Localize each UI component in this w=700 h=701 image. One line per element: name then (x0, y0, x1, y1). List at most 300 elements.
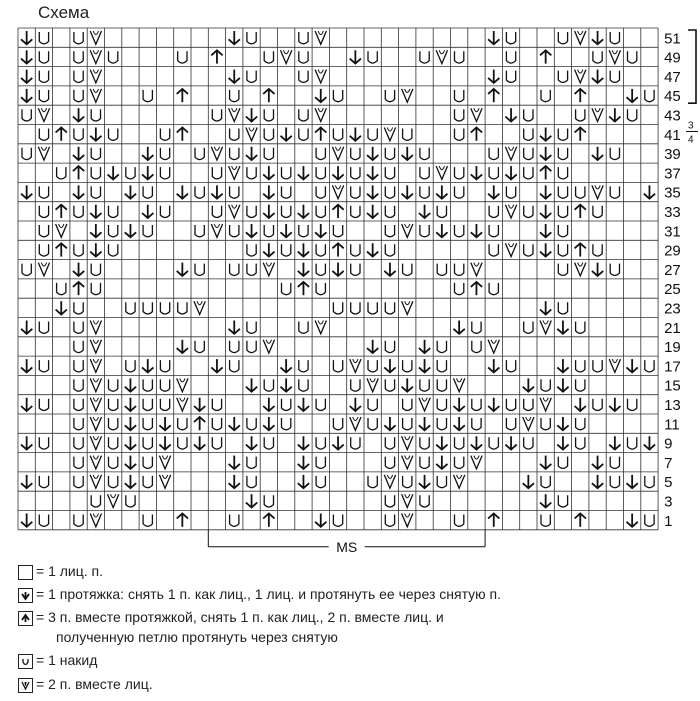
k2tog-cell (90, 398, 101, 411)
yarn-over-cell-loop (385, 457, 394, 469)
yarn-over-cell (74, 399, 83, 411)
k2tog-cell-curl (474, 108, 479, 112)
yarn-over-cell-loop (299, 360, 308, 372)
yarn-over-cell (178, 437, 187, 449)
yarn-over-cell (74, 515, 83, 527)
decrease-cell (21, 398, 32, 411)
k2tog-cell (367, 378, 378, 391)
yarn-over-cell-loop (506, 360, 515, 372)
yarn-over-cell-loop (316, 457, 325, 469)
k2tog-cell (315, 31, 326, 44)
decrease-cell (246, 378, 257, 391)
yarn-over-cell-loop (74, 379, 83, 391)
legend-item (18, 654, 97, 670)
k2tog-cell-v (402, 224, 413, 237)
k2tog-cell-v (454, 378, 465, 391)
decrease-cell (194, 436, 205, 449)
yarn-over-cell (437, 264, 446, 276)
yarn-over-cell (143, 457, 152, 469)
yarn-over-cell (472, 322, 481, 334)
yarn-over-cell-loop (212, 206, 221, 218)
k2tog-cell (575, 31, 586, 44)
yarn-over-cell (143, 437, 152, 449)
yarn-over-cell (109, 418, 118, 430)
yarn-over-cell-loop (39, 244, 48, 256)
yarn-over-cell (420, 495, 429, 507)
yarn-over-cell-loop (230, 515, 239, 527)
yarn-over-cell-loop (247, 457, 256, 469)
yarn-over-cell-loop (230, 129, 239, 141)
k2tog-cell-v (90, 417, 101, 430)
row-number: 51 (664, 30, 681, 48)
decrease-cell (454, 321, 465, 334)
yarn-over-cell-loop (489, 225, 498, 237)
decrease-cell (125, 398, 136, 411)
decrease-cell (592, 475, 603, 488)
decrease-cell (332, 263, 343, 276)
decrease-cell (21, 89, 32, 102)
yarn-over-cell (333, 360, 342, 372)
yarn-over-cell-loop (558, 206, 567, 218)
yarn-over-cell (74, 244, 83, 256)
yarn-over-cell-loop (558, 244, 567, 256)
k2tog-cell-curl (266, 263, 271, 267)
yarn-over-cell-loop (282, 206, 291, 218)
decrease-cell (436, 224, 447, 237)
decrease-cell (298, 166, 309, 179)
decrease-cell (419, 205, 430, 218)
yarn-over-cell-loop (74, 476, 83, 488)
yarn-over-cell-loop (489, 206, 498, 218)
k2tog-cell (402, 514, 413, 527)
decrease-cell (419, 475, 430, 488)
yarn-over-cell (247, 418, 256, 430)
yarn-over-cell-loop (524, 206, 533, 218)
yarn-over-cell-loop (230, 90, 239, 102)
yarn-over-cell (524, 437, 533, 449)
yarn-over-cell-loop (472, 341, 481, 353)
k2tog-cell-curl (405, 224, 410, 228)
decrease-cell (125, 436, 136, 449)
double-decrease-cell (575, 205, 586, 218)
row-number: 5 (664, 474, 673, 492)
k2tog-cell (471, 108, 482, 121)
yarn-over-cell-loop (109, 225, 118, 237)
yarn-over-cell (403, 476, 412, 488)
yarn-over-cell-loop (593, 399, 602, 411)
yarn-over-cell-loop (333, 225, 342, 237)
yarn-over-cell (143, 186, 152, 198)
k2tog-cell-v (523, 417, 534, 430)
yarn-over-cell-loop (385, 90, 394, 102)
yarn-over-cell (368, 399, 377, 411)
yarn-over-cell-loop (126, 167, 135, 179)
decrease-cell (177, 340, 188, 353)
yarn-over-cell-loop (264, 495, 273, 507)
k2tog-cell-v (90, 31, 101, 44)
row-number: 17 (664, 358, 681, 376)
yarn-over-cell (195, 148, 204, 160)
yarn-over-cell (230, 225, 239, 237)
yarn-over-cell-loop (385, 515, 394, 527)
k2tog-cell-curl (526, 417, 531, 421)
yarn-over-cell (195, 225, 204, 237)
yarn-over-cell (91, 283, 100, 295)
yarn-over-cell-loop (558, 186, 567, 198)
yarn-over-cell-loop (282, 399, 291, 411)
yarn-over-cell-loop (524, 167, 533, 179)
decrease-cell (298, 475, 309, 488)
k2tog-cell-v (592, 185, 603, 198)
yarn-over-cell (282, 244, 291, 256)
yarn-over-cell (506, 51, 515, 63)
yarn-over-cell (109, 399, 118, 411)
yarn-over-cell-loop (160, 399, 169, 411)
yarn-over-cell (489, 244, 498, 256)
yarn-over-cell-loop (22, 109, 31, 121)
k2tog-cell-curl (474, 456, 479, 460)
yarn-over-cell (299, 32, 308, 44)
k2tog-cell-v (471, 108, 482, 121)
yarn-over-cell (455, 167, 464, 179)
repeat-bracket (688, 30, 696, 103)
k2tog-cell-curl (612, 50, 617, 54)
yarn-over-cell (299, 109, 308, 121)
yarn-over-cell (524, 206, 533, 218)
k2tog-cell-v (108, 494, 119, 507)
yarn-over-cell-loop (91, 148, 100, 160)
yarn-over-cell-loop (610, 264, 619, 276)
yarn-over-cell (437, 418, 446, 430)
yarn-over-cell (230, 341, 239, 353)
decrease-cell (73, 185, 84, 198)
decrease-cell (557, 436, 568, 449)
decrease-cell (557, 378, 568, 391)
decrease-cell (557, 359, 568, 372)
k2tog-cell-curl (405, 89, 410, 93)
decrease-cell (505, 108, 516, 121)
yarn-over-cell (22, 264, 31, 276)
yarn-over-cell (524, 148, 533, 160)
yarn-over-cell (455, 186, 464, 198)
k2tog-cell (436, 166, 447, 179)
yarn-over-cell (558, 225, 567, 237)
yarn-over-cell (628, 437, 637, 449)
decrease-cell (125, 475, 136, 488)
k2tog-cell-v (540, 321, 551, 334)
yarn-over-cell (610, 186, 619, 198)
decrease-cell (281, 128, 292, 141)
yarn-over-cell (282, 206, 291, 218)
decrease-cell (298, 263, 309, 276)
yarn-over-cell (247, 476, 256, 488)
yarn-over-cell (109, 379, 118, 391)
yarn-over-cell (109, 225, 118, 237)
yarn-over-cell-loop (91, 495, 100, 507)
yarn-over-cell (74, 302, 83, 314)
double-decrease-cell (211, 50, 222, 63)
yarn-over-cell (576, 186, 585, 198)
yarn-over-cell-loop (541, 418, 550, 430)
decrease-cell (454, 398, 465, 411)
k2tog-cell-v (315, 70, 326, 83)
decrease-cell (263, 398, 274, 411)
double-decrease-cell (73, 166, 84, 179)
yarn-over-cell (264, 109, 273, 121)
yarn-over-cell (247, 167, 256, 179)
k2tog-cell-v (332, 185, 343, 198)
decrease-cell (350, 128, 361, 141)
k2tog-cell-curl (474, 263, 479, 267)
yarn-over-cell-loop (489, 283, 498, 295)
k2tog-cell (90, 89, 101, 102)
yarn-over-cell (264, 51, 273, 63)
k2tog-cell (575, 263, 586, 276)
yarn-over-cell (645, 360, 654, 372)
k2tog-cell-curl (405, 301, 410, 305)
yarn-over-cell (645, 476, 654, 488)
yarn-over-cell-loop (39, 129, 48, 141)
decrease-cell (332, 436, 343, 449)
decrease-cell (21, 436, 32, 449)
yarn-over-cell-loop (385, 379, 394, 391)
double-decrease-cell (263, 89, 274, 102)
k2tog-cell (90, 475, 101, 488)
double-decrease-cell (575, 243, 586, 256)
k2tog-cell (471, 263, 482, 276)
decrease-cell (488, 31, 499, 44)
yarn-over-cell (247, 322, 256, 334)
yarn-over-cell (351, 244, 360, 256)
k2tog-cell-curl (197, 301, 202, 305)
yarn-over-cell-loop (160, 302, 169, 314)
yarn-over-cell-loop (74, 457, 83, 469)
yarn-over-cell (593, 51, 602, 63)
k2tog-cell-curl (93, 359, 98, 363)
yarn-over-cell (109, 129, 118, 141)
yarn-over-cell-loop (437, 360, 446, 372)
yarn-over-cell (126, 167, 135, 179)
yarn-over-cell (195, 341, 204, 353)
k2tog-cell (159, 475, 170, 488)
decrease-cell (73, 263, 84, 276)
decrease-cell (454, 417, 465, 430)
yarn-over-cell-loop (39, 206, 48, 218)
yarn-over-cell-loop (39, 32, 48, 44)
yarn-over-cell-loop (143, 399, 152, 411)
yarn-over-cell (385, 341, 394, 353)
yarn-over-cell (506, 360, 515, 372)
yarn-over-cell (472, 418, 481, 430)
k2tog-cell-curl (439, 50, 444, 54)
yarn-over-cell (39, 515, 48, 527)
side-note-top: 3 (688, 120, 694, 132)
yarn-over-cell-loop (541, 515, 550, 527)
k2tog-cell (38, 147, 49, 160)
yarn-over-cell (385, 515, 394, 527)
yarn-over-cell (333, 225, 342, 237)
decrease-cell (540, 128, 551, 141)
decrease-cell (125, 185, 136, 198)
k2tog-cell-v (90, 89, 101, 102)
k2tog-cell-curl (439, 166, 444, 170)
decrease-cell (471, 166, 482, 179)
decrease-cell (21, 475, 32, 488)
k2tog-cell-curl (93, 89, 98, 93)
yarn-over-cell (351, 148, 360, 160)
k2tog-cell (471, 456, 482, 469)
yarn-over-cell (74, 360, 83, 372)
yarn-over-cell (333, 515, 342, 527)
yarn-over-cell-loop (160, 360, 169, 372)
row-number: 1 (664, 512, 673, 530)
yarn-over-cell (39, 437, 48, 449)
yarn-over-cell-loop (455, 109, 464, 121)
yarn-over-cell (593, 399, 602, 411)
yarn-over-cell (74, 322, 83, 334)
yarn-over-cell-loop (230, 360, 239, 372)
legend-text: = 2 п. вместе лиц. (36, 676, 153, 692)
k2tog-cell-curl (318, 321, 323, 325)
yarn-over-cell-loop (472, 399, 481, 411)
decrease-cell (488, 185, 499, 198)
yarn-over-cell-loop (126, 302, 135, 314)
decrease-cell (609, 436, 620, 449)
yarn-over-cell-loop (610, 32, 619, 44)
chart-grid (18, 28, 658, 530)
yarn-over-cell (610, 32, 619, 44)
yarn-over-cell (109, 51, 118, 63)
yarn-over-cell-loop (109, 129, 118, 141)
legend-text: = 1 лиц. п. (36, 563, 103, 579)
yarn-over-cell-loop (316, 437, 325, 449)
yarn-over-cell-loop (39, 515, 48, 527)
k2tog-cell-v (436, 166, 447, 179)
k2tog-cell-v (471, 263, 482, 276)
k2tog-cell (229, 205, 240, 218)
k2tog-cell (90, 70, 101, 83)
row-number: 11 (664, 416, 680, 434)
yarn-over-cell-loop (351, 437, 360, 449)
yarn-over-cell-loop (74, 437, 83, 449)
yarn-over-cell (558, 186, 567, 198)
decrease-cell (229, 31, 240, 44)
yarn-over-cell-loop (247, 264, 256, 276)
yarn-over-cell-loop (39, 360, 48, 372)
decrease-cell (592, 147, 603, 160)
yarn-over-cell-loop (351, 379, 360, 391)
yarn-over-cell-loop (316, 399, 325, 411)
k2tog-cell (523, 417, 534, 430)
yarn-over-cell (282, 399, 291, 411)
yarn-over-cell (195, 264, 204, 276)
yarn-over-cell (160, 148, 169, 160)
double-decrease-cell (263, 514, 274, 527)
yarn-over-cell (506, 418, 515, 430)
double-decrease-cell (56, 128, 67, 141)
decrease-cell (125, 456, 136, 469)
yarn-over-cell (524, 322, 533, 334)
yarn-over-cell (489, 225, 498, 237)
row-number: 47 (664, 68, 681, 86)
yarn-over-cell (524, 129, 533, 141)
k2tog-cell-v (263, 340, 274, 353)
yarn-over-cell (126, 302, 135, 314)
yarn-over-cell-loop (143, 225, 152, 237)
decrease-cell (298, 436, 309, 449)
legend-symbol-empty-icon (18, 565, 33, 580)
decrease-cell (523, 475, 534, 488)
yarn-over-cell (455, 457, 464, 469)
decrease-cell (229, 321, 240, 334)
k2tog-cell-v (263, 263, 274, 276)
yarn-over-cell (420, 167, 429, 179)
k2tog-cell-v (488, 340, 499, 353)
yarn-over-cell-loop (558, 457, 567, 469)
yarn-over-cell (22, 109, 31, 121)
yarn-over-cell-loop (524, 129, 533, 141)
yarn-over-cell-loop (576, 322, 585, 334)
k2tog-cell-v (90, 436, 101, 449)
yarn-over-cell-loop (57, 283, 66, 295)
row-number: 25 (664, 281, 681, 299)
decrease-cell (367, 166, 378, 179)
yarn-over-cell (247, 206, 256, 218)
yarn-over-cell (91, 167, 100, 179)
k2tog-cell-v (177, 398, 188, 411)
yarn-over-cell-loop (299, 322, 308, 334)
yarn-over-cell-loop (316, 283, 325, 295)
yarn-over-cell-loop (368, 476, 377, 488)
k2tog-cell-v (229, 108, 240, 121)
k2tog-cell-v (90, 456, 101, 469)
yarn-over-cell (506, 71, 515, 83)
k2tog-cell (90, 436, 101, 449)
yarn-over-cell-loop (299, 32, 308, 44)
yarn-over-cell (247, 32, 256, 44)
k2tog-cell (211, 224, 222, 237)
yarn-over-cell-loop (420, 148, 429, 160)
yarn-over-cell-loop (610, 148, 619, 160)
yarn-over-cell-loop (230, 225, 239, 237)
k2tog-cell (211, 147, 222, 160)
yarn-over-cell (39, 476, 48, 488)
k2tog-cell-v (38, 108, 49, 121)
yarn-over-cell (316, 186, 325, 198)
double-decrease-cell (56, 205, 67, 218)
yarn-over-cell (212, 206, 221, 218)
k2tog-cell-curl (422, 398, 427, 402)
legend-k-curl (25, 682, 26, 686)
decrease-cell (263, 243, 274, 256)
k2tog-cell-v (350, 417, 361, 430)
decrease-cell (402, 147, 413, 160)
k2tog-cell-v (609, 50, 620, 63)
yarn-over-cell (385, 90, 394, 102)
yarn-over-cell-loop (455, 129, 464, 141)
yarn-over-cell (576, 437, 585, 449)
yarn-over-cell (39, 129, 48, 141)
decrease-cell (488, 70, 499, 83)
yarn-over-cell (645, 515, 654, 527)
decrease-cell (471, 436, 482, 449)
decrease-cell (229, 456, 240, 469)
yarn-over-cell (212, 437, 221, 449)
k2tog-cell-curl (232, 108, 237, 112)
legend-text: = 3 п. вместе протяжкой, снять 1 п. как лиц., 2 п. вместе лиц. и (36, 609, 444, 625)
yarn-over-cell-loop (333, 90, 342, 102)
yarn-over-cell-loop (143, 302, 152, 314)
